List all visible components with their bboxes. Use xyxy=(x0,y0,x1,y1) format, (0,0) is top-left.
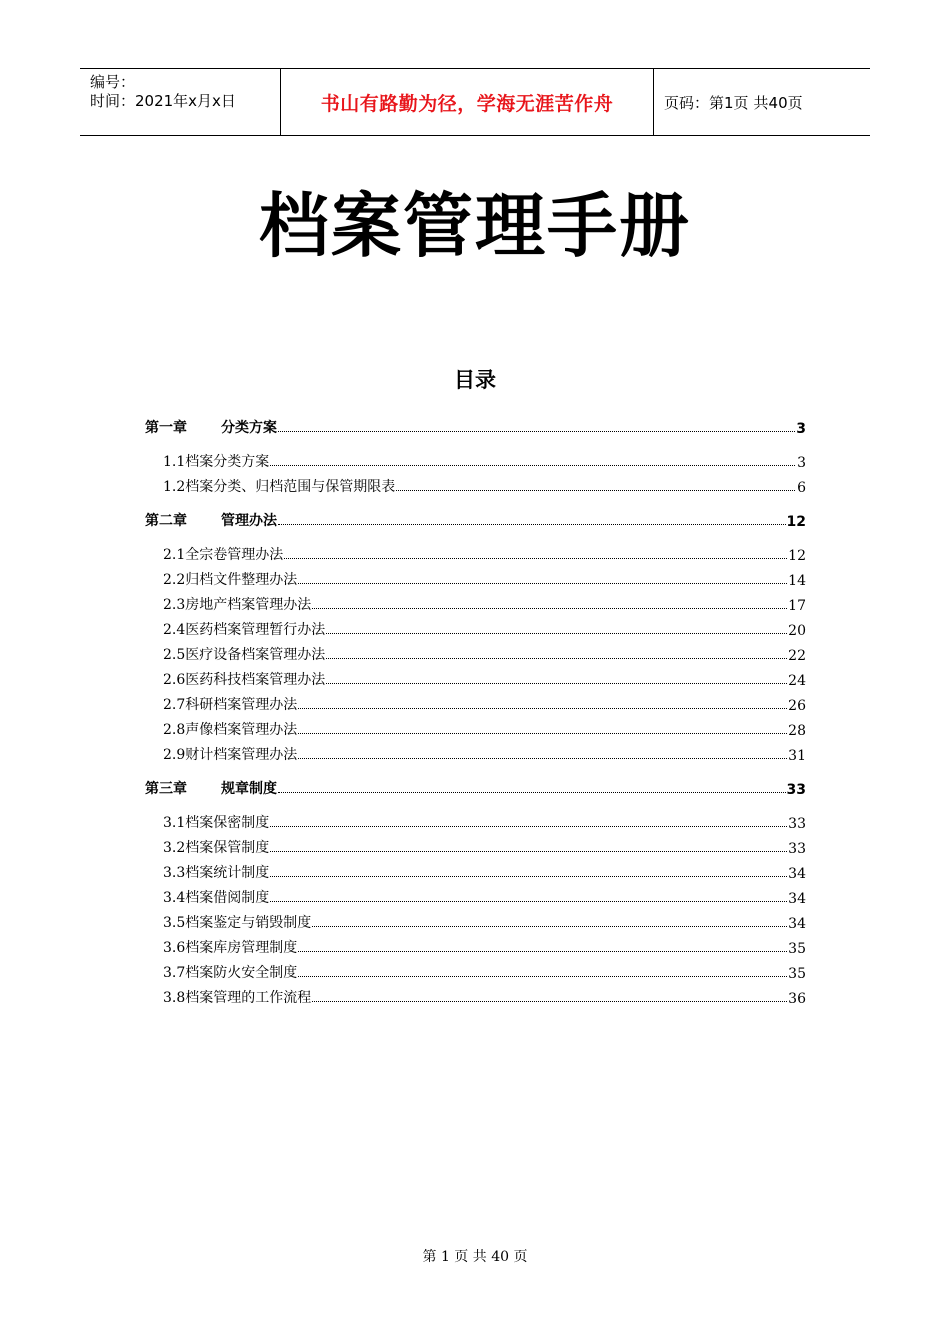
page-info-total: 共40页 xyxy=(753,93,803,112)
chapter-page-number: 3 xyxy=(796,421,806,437)
entry-label: 3.3档案统计制度 xyxy=(163,865,270,881)
dot-leader xyxy=(312,926,787,927)
entry-page-number: 34 xyxy=(788,891,806,907)
toc-entry-row[interactable] xyxy=(145,957,806,982)
dot-leader xyxy=(298,708,787,709)
entry-page-number: 3 xyxy=(797,455,806,471)
entry-page-number: 28 xyxy=(788,723,806,739)
entry-page-number: 34 xyxy=(788,916,806,932)
entry-label: 3.4档案借阅制度 xyxy=(163,890,270,906)
toc-entry-row[interactable] xyxy=(145,832,806,857)
dot-leader xyxy=(284,558,787,559)
dot-leader xyxy=(298,758,787,759)
entry-label: 3.7档案防火安全制度 xyxy=(163,965,298,981)
entry-page-number: 12 xyxy=(788,548,806,564)
entry-label: 3.2档案保管制度 xyxy=(163,840,270,856)
toc-entry-row[interactable] xyxy=(145,539,806,564)
dot-leader xyxy=(278,524,786,525)
dot-leader xyxy=(326,633,787,634)
toc-entry-row[interactable] xyxy=(145,471,806,496)
page-info-current: 页码：第1页 xyxy=(664,93,749,112)
chapter-title: 分类方案 xyxy=(221,420,277,436)
entry-label: 2.5医疗设备档案管理办法 xyxy=(163,647,326,663)
dot-leader xyxy=(298,976,787,977)
entry-label: 2.9财计档案管理办法 xyxy=(163,747,298,763)
toc-entry-row[interactable] xyxy=(145,907,806,932)
entry-label: 3.1档案保密制度 xyxy=(163,815,270,831)
entry-label: 2.7科研档案管理办法 xyxy=(163,697,298,713)
chapter-number: 第二章 xyxy=(145,513,187,529)
entry-label: 2.3房地产档案管理办法 xyxy=(163,597,312,613)
entry-label: 2.8声像档案管理办法 xyxy=(163,722,298,738)
motto-text: 书山有路勤为径，学海无涯苦作舟 xyxy=(320,92,614,115)
toc-entry-row[interactable] xyxy=(145,882,806,907)
entry-label: 2.2归档文件整理办法 xyxy=(163,572,298,588)
toc-chapter-row[interactable] xyxy=(145,505,806,530)
entry-label: 3.5档案鉴定与销毁制度 xyxy=(163,915,312,931)
toc-chapter-row[interactable] xyxy=(145,412,806,437)
entry-page-number: 35 xyxy=(788,966,806,982)
dot-leader xyxy=(396,490,795,491)
table-of-contents xyxy=(145,412,806,1007)
entry-page-number: 17 xyxy=(788,598,806,614)
entry-page-number: 26 xyxy=(788,698,806,714)
entry-page-number: 6 xyxy=(797,480,806,496)
entry-page-number: 24 xyxy=(788,673,806,689)
toc-entry-row[interactable] xyxy=(145,714,806,739)
entry-label: 2.1全宗卷管理办法 xyxy=(163,547,284,563)
toc-entry-row[interactable] xyxy=(145,446,806,471)
toc-entry-row[interactable] xyxy=(145,639,806,664)
chapter-number: 第三章 xyxy=(145,781,187,797)
entry-page-number: 31 xyxy=(788,748,806,764)
toc-chapter-row[interactable] xyxy=(145,773,806,798)
document-header xyxy=(80,68,870,136)
toc-entry-row[interactable] xyxy=(145,614,806,639)
toc-entry-row[interactable] xyxy=(145,739,806,764)
toc-entry-row[interactable] xyxy=(145,589,806,614)
page-footer: 第 1 页 共 40 页 xyxy=(422,1249,528,1265)
dot-leader xyxy=(326,683,787,684)
dot-leader xyxy=(312,608,787,609)
toc-entry-row[interactable] xyxy=(145,857,806,882)
header-meta xyxy=(80,69,281,135)
header-motto-cell xyxy=(281,69,654,135)
toc-entry-row[interactable] xyxy=(145,982,806,1007)
entry-label: 2.4医药档案管理暂行办法 xyxy=(163,622,326,638)
chapter-title: 管理办法 xyxy=(221,513,277,529)
dot-leader xyxy=(298,583,787,584)
entry-page-number: 34 xyxy=(788,866,806,882)
entry-page-number: 22 xyxy=(788,648,806,664)
toc-entry-row[interactable] xyxy=(145,664,806,689)
entry-label: 2.6医药科技档案管理办法 xyxy=(163,672,326,688)
dot-leader xyxy=(278,431,795,432)
entry-page-number: 35 xyxy=(788,941,806,957)
time-label: 时间：2021年x月x日 xyxy=(90,92,236,110)
dot-leader xyxy=(270,851,787,852)
toc-entry-row[interactable] xyxy=(145,689,806,714)
entry-label: 3.8档案管理的工作流程 xyxy=(163,990,312,1006)
dot-leader xyxy=(270,901,787,902)
toc-entry-row[interactable] xyxy=(145,564,806,589)
document-title: 档案管理手册 xyxy=(259,185,691,267)
dot-leader xyxy=(270,826,787,827)
toc-title: 目录 xyxy=(454,368,496,392)
toc-entry-row[interactable] xyxy=(145,807,806,832)
chapter-title: 规章制度 xyxy=(221,781,277,797)
dot-leader xyxy=(270,876,787,877)
entry-page-number: 33 xyxy=(788,841,806,857)
entry-page-number: 14 xyxy=(788,573,806,589)
dot-leader xyxy=(270,465,795,466)
dot-leader xyxy=(312,1001,787,1002)
entry-page-number: 20 xyxy=(788,623,806,639)
header-page-info xyxy=(654,69,870,135)
entry-label: 1.2档案分类、归档范围与保管期限表 xyxy=(163,479,396,495)
code-label: 编号： xyxy=(90,73,136,91)
chapter-page-number: 12 xyxy=(786,514,806,530)
entry-page-number: 33 xyxy=(788,816,806,832)
dot-leader xyxy=(278,792,786,793)
dot-leader xyxy=(298,951,787,952)
chapter-page-number: 33 xyxy=(786,782,806,798)
dot-leader xyxy=(298,733,787,734)
toc-entry-row[interactable] xyxy=(145,932,806,957)
entry-label: 1.1档案分类方案 xyxy=(163,454,270,470)
dot-leader xyxy=(326,658,787,659)
entry-page-number: 36 xyxy=(788,991,806,1007)
entry-label: 3.6档案库房管理制度 xyxy=(163,940,298,956)
chapter-number: 第一章 xyxy=(145,420,187,436)
